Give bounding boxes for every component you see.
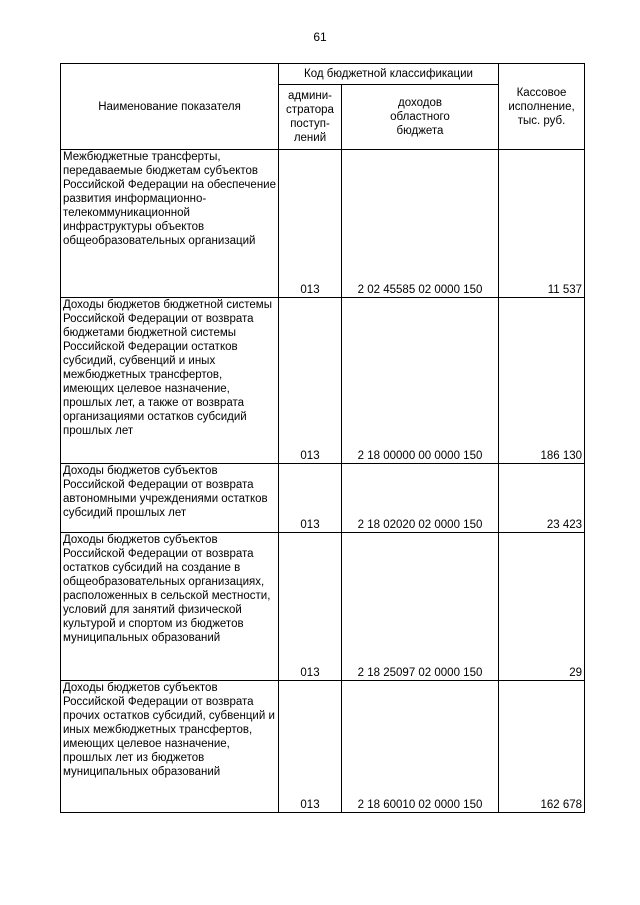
row-admin-code: 013 xyxy=(279,298,342,464)
header-regional-income xyxy=(342,85,499,150)
page-number: 61 xyxy=(313,30,327,44)
row-indicator-name xyxy=(61,681,279,813)
table-row xyxy=(61,150,585,298)
row-income-code: 2 02 45585 02 0000 150 xyxy=(342,150,499,298)
table-row xyxy=(61,298,585,464)
row-indicator-text: Доходы бюджетов субъектов Российской Федерации от возврата автономными учреждениями остатков субсидий прошлых лет xyxy=(63,465,268,519)
row-indicator-name xyxy=(61,533,279,681)
budget-table xyxy=(60,63,585,813)
row-indicator-text: Межбюджетные трансферты, передаваемые бюджетам субъектов Российской Федерации на обеспечение развития информационно-телекоммуникационной инфраструктуры объектов общеобразовательных организаций xyxy=(63,151,276,247)
header-execution-text: Кассовое исполнение, тыс. руб. xyxy=(508,86,575,127)
row-income-code: 2 18 02020 02 0000 150 xyxy=(342,464,499,533)
row-income-code: 2 18 25097 02 0000 150 xyxy=(342,533,499,681)
header-indicator-name: Наименование показателя xyxy=(61,64,279,150)
row-execution-value: 11 537 xyxy=(499,150,585,298)
row-admin-code: 013 xyxy=(279,464,342,533)
header-administrator-text: админи- стратора поступ- лений xyxy=(286,90,334,144)
row-indicator-text: Доходы бюджетов субъектов Российской Федерации от возврата прочих остатков субсидий, субвенций и иных межбюджетных трансфертов, имеющих целевое назначение, прошлых лет из бюджетов муниципальных образований xyxy=(63,682,275,778)
row-indicator-name xyxy=(61,150,279,298)
row-execution-value: 186 130 xyxy=(499,298,585,464)
row-income-code: 2 18 60010 02 0000 150 xyxy=(342,681,499,813)
row-execution-value: 23 423 xyxy=(499,464,585,533)
row-indicator-name xyxy=(61,464,279,533)
table-row xyxy=(61,533,585,681)
row-indicator-name xyxy=(61,298,279,464)
row-admin-code: 013 xyxy=(279,533,342,681)
header-execution xyxy=(499,64,585,150)
row-execution-value: 162 678 xyxy=(499,681,585,813)
row-indicator-text: Доходы бюджетов бюджетной системы Российской Федерации от возврата бюджетами бюджетной системы Российской Федерации остатков субсидий, субвенций и иных межбюджетных трансфертов, имеющих целевое назначение, прошлых лет, а также от возврата организациями остатков субсидий прошлых лет xyxy=(63,299,272,437)
row-admin-code: 013 xyxy=(279,150,342,298)
row-indicator-text: Доходы бюджетов субъектов Российской Федерации от возврата остатков субсидий на создание в общеобразовательных организациях, расположенных в сельской местности, условий для занятий физической культурой и спортом из бюджетов муниципальных образований xyxy=(63,534,271,644)
row-admin-code: 013 xyxy=(279,681,342,813)
table-row xyxy=(61,464,585,533)
header-regional-income-text: доходов областного бюджета xyxy=(390,97,450,137)
row-income-code: 2 18 00000 00 0000 150 xyxy=(342,298,499,464)
table-row xyxy=(61,681,585,813)
header-classification-code: Код бюджетной классификации xyxy=(279,64,499,85)
header-administrator xyxy=(279,85,342,150)
row-execution-value: 29 xyxy=(499,533,585,681)
